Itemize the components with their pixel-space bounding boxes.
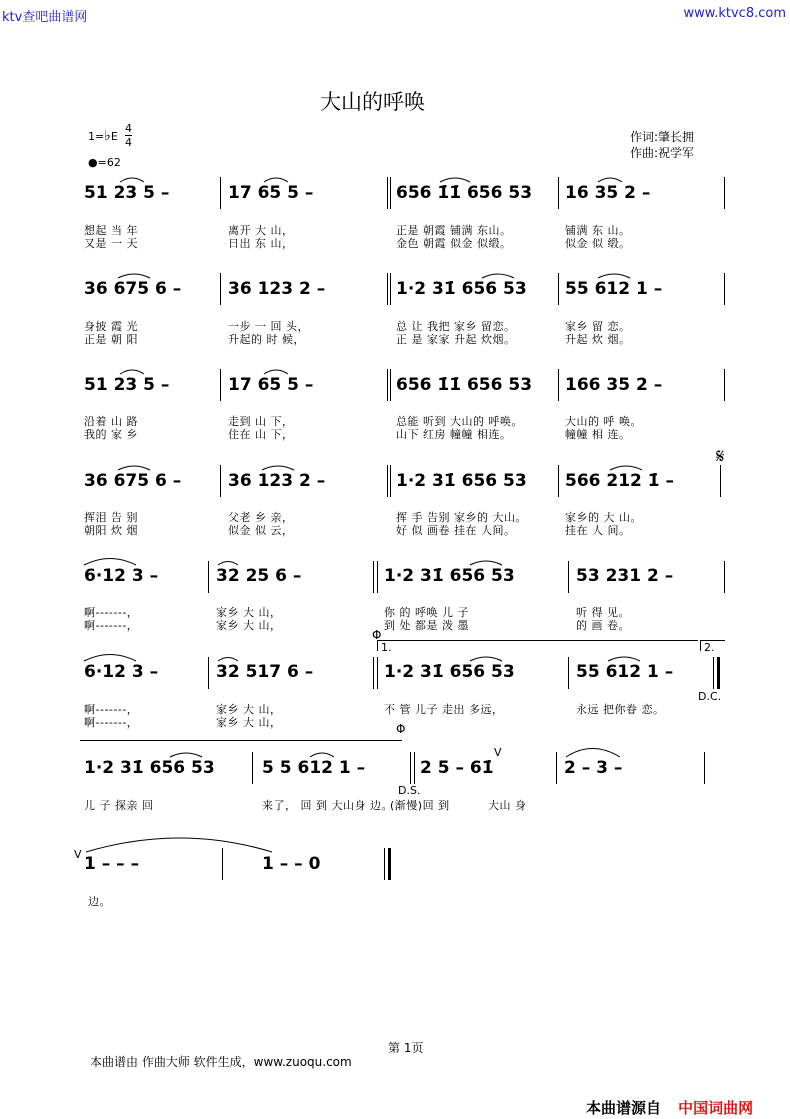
measure-notes: 55 612 1 – — [576, 662, 674, 682]
lyric-line: 家乡 大 山， — [216, 716, 282, 729]
ds-marking: D.S. — [398, 784, 421, 797]
lyric-line: 的 画 卷。 — [576, 619, 630, 632]
lyric-line: 家乡 大 山， — [216, 606, 282, 619]
lyric-line: 金色 朝霞 似金 似缎。 — [396, 237, 512, 250]
lyric-line: 父老 乡 亲， — [228, 511, 294, 524]
lyric-line: 挥泪 告 别 — [84, 511, 138, 524]
slur — [120, 370, 144, 374]
slur — [118, 466, 150, 470]
measure-notes: 1 – – – — [84, 854, 140, 874]
lyric-line: 啊-------， — [84, 716, 139, 729]
lyric-line: 啊-------， — [84, 619, 139, 632]
lyric-line: 听 得 见。 — [576, 606, 630, 619]
measure-notes: 1·2 31̇ 656 53 — [384, 662, 515, 682]
lyric-line: 不 管 儿子 走出 多远， — [384, 703, 504, 716]
measure-notes: 6·12 3 – — [84, 566, 159, 586]
measure-notes: 36 675 6 – — [84, 471, 182, 491]
measure-notes: 55 612 1 – — [565, 279, 663, 299]
measure-notes: 36 123 2 – — [228, 471, 326, 491]
lyric-line: 你 的 呼唤 儿 子 — [384, 606, 469, 619]
lyric-line: 沿着 山 路 — [84, 415, 138, 428]
slur — [440, 178, 470, 182]
lyric-line: 啊-------， — [84, 606, 139, 619]
slur — [264, 370, 288, 374]
slur — [608, 657, 640, 661]
lyric-line: 想起 当 年 — [84, 224, 138, 237]
measure-notes: 16 35 2 – — [565, 183, 651, 203]
measure-notes: 36 123 2 – — [228, 279, 326, 299]
lyric-line: 山下 红房 幢幢 相连。 — [396, 428, 512, 441]
measure-notes: 656 1̇1̇ 656 53 — [396, 183, 533, 203]
lyric-line: 总能 听到 大山的 呼唤。 — [396, 415, 523, 428]
slur — [470, 657, 502, 661]
composer: 作曲:祝学军 — [630, 146, 695, 160]
lyric-line: 家乡的 大 山。 — [565, 511, 642, 524]
lyric-line: 家乡 大 山， — [216, 703, 282, 716]
lyric-line: 我的 家 乡 — [84, 428, 138, 441]
lyric-line: 永远 把你眷 恋。 — [576, 703, 665, 716]
measure-notes: 656 1̇1̇ 656 53 — [396, 375, 533, 395]
slur — [84, 655, 136, 662]
lyric-line: 家乡 留 恋。 — [565, 320, 631, 333]
slur — [598, 178, 622, 182]
lyric-line: 离开 大 山， — [228, 224, 294, 237]
lyric-line: 家乡 大 山， — [216, 619, 282, 632]
tempo-marking: ●=62 — [88, 156, 121, 169]
measure-notes: 1·2 31̇ 656 53 — [84, 758, 215, 778]
lyric-line: 到 处 都是 泼 墨 — [384, 619, 469, 632]
lyric-line: 一步 一 回 头， — [228, 320, 309, 333]
lyric-line: 似金 似 云， — [228, 524, 294, 537]
measure-notes: 6·12 3 – — [84, 662, 159, 682]
slur — [310, 753, 334, 757]
lyric-line: 来了， 回 到 大山身 边。 — [262, 799, 393, 812]
slur — [218, 658, 238, 662]
lyric-line: 幢幢 相 连。 — [565, 428, 631, 441]
lyric-line: 大山的 呼 唤。 — [565, 415, 642, 428]
measure-notes: 1 – – 0 — [262, 854, 321, 874]
time-signature: 4 4 — [125, 122, 132, 149]
measure-notes: 1·2 31̇ 656 53 — [384, 566, 515, 586]
volta-2-label: 2. — [704, 641, 715, 654]
tie — [86, 838, 272, 852]
lyric-line: 啊-------， — [84, 703, 139, 716]
measure-notes: 166 35 2 – — [565, 375, 663, 395]
lyric-line: 正 是 家家 升起 炊烟。 — [396, 333, 516, 346]
key-signature: 1=♭E — [88, 128, 118, 144]
slur — [84, 559, 136, 566]
measure-notes: 51 23 5 – — [84, 375, 170, 395]
measure-notes: 17 65 5 – — [228, 375, 314, 395]
lyric-line: 边。 — [88, 895, 111, 908]
page-number: 第 1页 — [388, 1041, 424, 1055]
measure-notes: 36 675 6 – — [84, 279, 182, 299]
measure-notes: 5 5 612 1 – — [262, 758, 366, 778]
slur — [170, 753, 202, 757]
lyricist: 作词:肇长拥 — [630, 130, 695, 144]
coda-icon: Φ — [372, 628, 382, 642]
lyric-line: 儿 子 探亲 回 — [84, 799, 154, 812]
lyric-line: 似金 似 缎。 — [565, 237, 631, 250]
coda-icon: Φ — [396, 722, 406, 736]
lyric-line: 身披 霞 光 — [84, 320, 138, 333]
slur — [482, 274, 514, 278]
measure-notes: 566 212 1̇ – — [565, 471, 675, 491]
lyric-line: 正是 朝 阳 — [84, 333, 138, 346]
measure-notes: 1·2 31̇ 656 53 — [396, 471, 527, 491]
lyric-line: 日出 东 山， — [228, 237, 294, 250]
lyric-line: 挂在 人 间。 — [565, 524, 631, 537]
watermark-left: ktv查吧曲谱网 — [2, 10, 88, 25]
watermark-right: www.ktvc8.com — [683, 6, 786, 21]
lyric-line: (渐慢)回 到 — [390, 799, 450, 812]
lyric-line: 正是 朝霞 铺满 东山。 — [396, 224, 512, 237]
lyric-line: 升起 炊 烟。 — [565, 333, 631, 346]
lyric-line: 又是 一 天 — [84, 237, 138, 250]
slur — [566, 749, 620, 758]
song-title: 大山的呼唤 — [320, 90, 425, 114]
volta-1-label: 1. — [381, 641, 392, 654]
lyric-line: 铺满 东 山。 — [565, 224, 631, 237]
breath-mark: V — [74, 848, 82, 861]
source-credit: 本曲谱源自 中国词曲网 — [586, 1099, 754, 1117]
lyric-line: 升起的 时 候， — [228, 333, 305, 346]
slur — [610, 466, 642, 470]
dc-marking: D.C. — [698, 690, 722, 703]
measure-notes: 2 – 3 – — [564, 758, 623, 778]
lyric-line: 住在 山 下， — [228, 428, 294, 441]
segno-icon: 𝄋 — [716, 444, 725, 468]
measure-notes: 17 65 5 – — [228, 183, 314, 203]
quarter-note-icon: ● — [88, 156, 98, 169]
slur — [262, 466, 294, 470]
measure-notes: 51 23 5 – — [84, 183, 170, 203]
lyric-line: 大山 身 — [488, 799, 527, 812]
lyric-line: 好 似 画卷 挂在 人间。 — [396, 524, 516, 537]
slur — [598, 274, 630, 278]
measure-notes: 32 517 6 – — [216, 662, 314, 682]
slur — [218, 562, 238, 566]
measure-notes: 1·2 31̇ 656 53 — [396, 279, 527, 299]
measure-notes: 53 231 2 – — [576, 566, 674, 586]
lyric-line: 总 让 我把 家乡 留恋。 — [396, 320, 516, 333]
breath-mark: V — [494, 746, 502, 759]
lyric-line: 朝阳 炊 烟 — [84, 524, 138, 537]
lyric-line: 走到 山 下， — [228, 415, 294, 428]
measure-notes: 2 5 – 61̇ — [420, 758, 494, 778]
generator-note: 本曲谱由 作曲大师 软件生成，www.zuoqu.com — [90, 1055, 352, 1069]
slur — [470, 561, 502, 565]
slur — [118, 274, 150, 278]
measure-notes: 32 25 6 – — [216, 566, 302, 586]
lyric-line: 挥 手 告别 家乡的 大山。 — [396, 511, 527, 524]
slur — [264, 178, 288, 182]
slur — [120, 178, 144, 182]
